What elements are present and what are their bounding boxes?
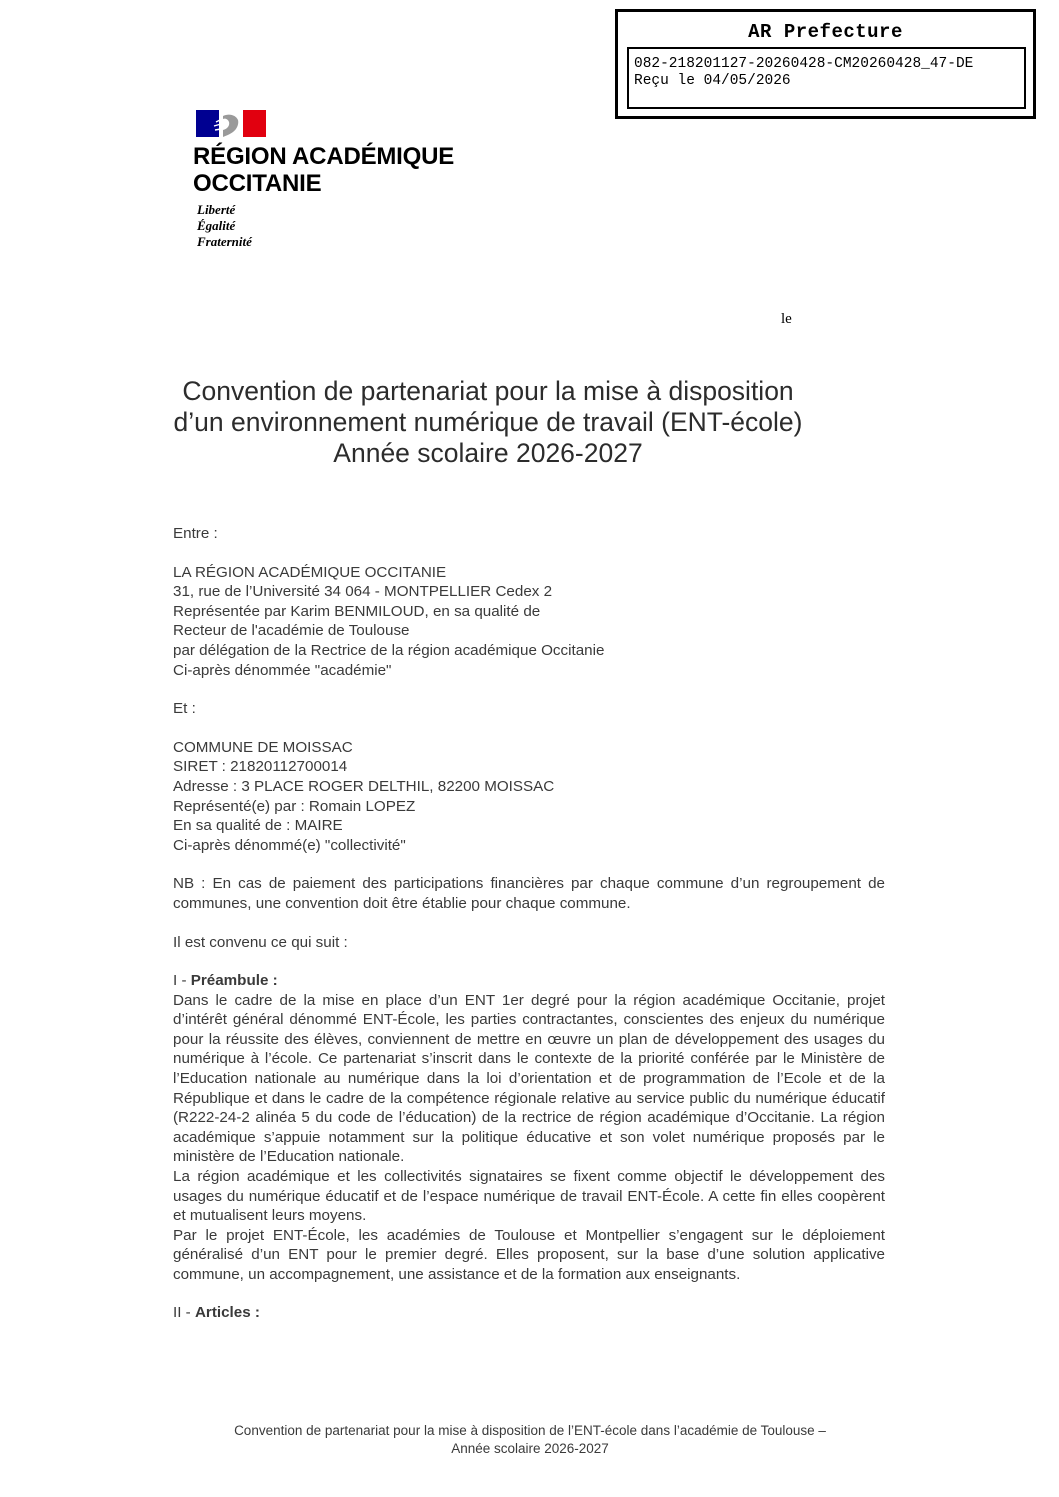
party2-line: En sa qualité de : MAIRE [173,817,343,835]
document-title [120,376,856,469]
title-line1: Convention de partenariat pour la mise à disposition [182,376,794,406]
party1-line: Représentée par Karim BENMILOUD, en sa qualité de [173,602,541,620]
preambule-title: Préambule : [190,972,278,990]
date-prefix: le [781,311,792,327]
articles-title: Articles : [194,1303,260,1321]
stamp-reference: 082-218201127-20260428-CM20260428_47-DE [634,56,974,72]
region-academique-logo [193,110,493,255]
motto-egalite: Égalité [197,218,236,233]
logo-name [193,143,454,197]
convenu-text: Il est convenu ce qui suit : [173,933,348,951]
preambule-paragraph: Par le projet ENT-École, les académies de Toulouse et Montpellier s’engagent sur le déploiement généralisé d’un ENT pour le premier degré. Elles proposent, sur la base d’une solution applicative commune, un accompagnement, une assistance et de la formation aux enseignants. [173,1226,885,1283]
party1-line: LA RÉGION ACADÉMIQUE OCCITANIE [173,563,447,581]
party1-heading: Entre : [173,525,218,542]
articles-number: II - [173,1303,191,1321]
party1-line: par délégation de la Rectrice de la région académique Occitanie [173,641,605,659]
stamp-title: AR Prefecture [748,21,903,43]
party1-line: Recteur de l'académie de Toulouse [173,622,410,640]
party2-heading: Et : [173,700,196,718]
articles-heading [173,1303,885,1323]
party1-line: Ci-après dénommée "académie" [173,661,392,679]
party2-line: COMMUNE DE MOISSAC [173,738,353,756]
preambule-number: I - [173,972,187,990]
ar-prefecture-stamp [615,9,1036,119]
page-footer [150,1422,910,1458]
preambule-heading [173,971,885,991]
marianne-flag-icon [196,110,266,137]
logo-name-line1: RÉGION ACADÉMIQUE [193,143,455,170]
title-line3: Année scolaire 2026-2027 [333,438,643,468]
party2-line: Ci-après dénommé(e) "collectivité" [173,836,406,854]
motto-fraternite: Fraternité [197,234,252,249]
motto-liberte: Liberté [197,202,236,217]
footer-line2: Année scolaire 2026-2027 [451,1441,609,1456]
party1-line: 31, rue de l’Université 34 064 - MONTPELLIER Cedex 2 [173,583,553,601]
party2-line: SIRET : 21820112700014 [173,758,348,776]
stamp-received-date: Reçu le 04/05/2026 [634,73,791,89]
nb-note: NB : En cas de paiement des participations financières par chaque commune d’un regroupement de communes, une convention doit être établie pour chaque commune. [173,875,885,912]
party2-line: Représenté(e) par : Romain LOPEZ [173,797,416,815]
document-body [173,524,885,1322]
preambule-paragraph: Dans le cadre de la mise en place d’un ENT 1er degré pour la région académique Occitanie, projet d’intérêt général dénommé ENT-École, les parties contractantes, conscientes des enjeux du numérique pour la réussite des élèves, conviennent de mettre en œuvre un plan de développement des usages du numérique à l’école. Ce partenariat s’inscrit dans le contexte de la priorité conférée par le Ministère de l’Education nationale au numérique dans la loi d’orientation et de programmation de l’Ecole et de la République et dans le cadre de la compétence régionale relative au service public du numérique éducatif (R222-24-2 alinéa 5 du code de l’éducation) de la rectrice de région académique d’Occitanie. La région académique s’appuie notamment sur la politique éducative et son volet numérique proposés par le ministère de l’Education nationale. [173,991,885,1166]
party2-line: Adresse : 3 PLACE ROGER DELTHIL, 82200 MOISSAC [173,777,555,795]
logo-name-line2: OCCITANIE [193,170,322,197]
preambule-paragraph: La région académique et les collectivités signataires se fixent comme objectif le développement des usages du numérique éducatif et de l’espace numérique de travail ENT-École. A cette fin elles coopèrent et mutualisent leurs moyens. [173,1168,885,1225]
republic-motto [197,202,252,250]
footer-line1: Convention de partenariat pour la mise à disposition de l’ENT-école dans l’académie de Toulouse – [234,1423,826,1438]
stamp-details [627,47,1026,109]
title-line2: d’un environnement numérique de travail (ENT-école) [173,407,803,437]
